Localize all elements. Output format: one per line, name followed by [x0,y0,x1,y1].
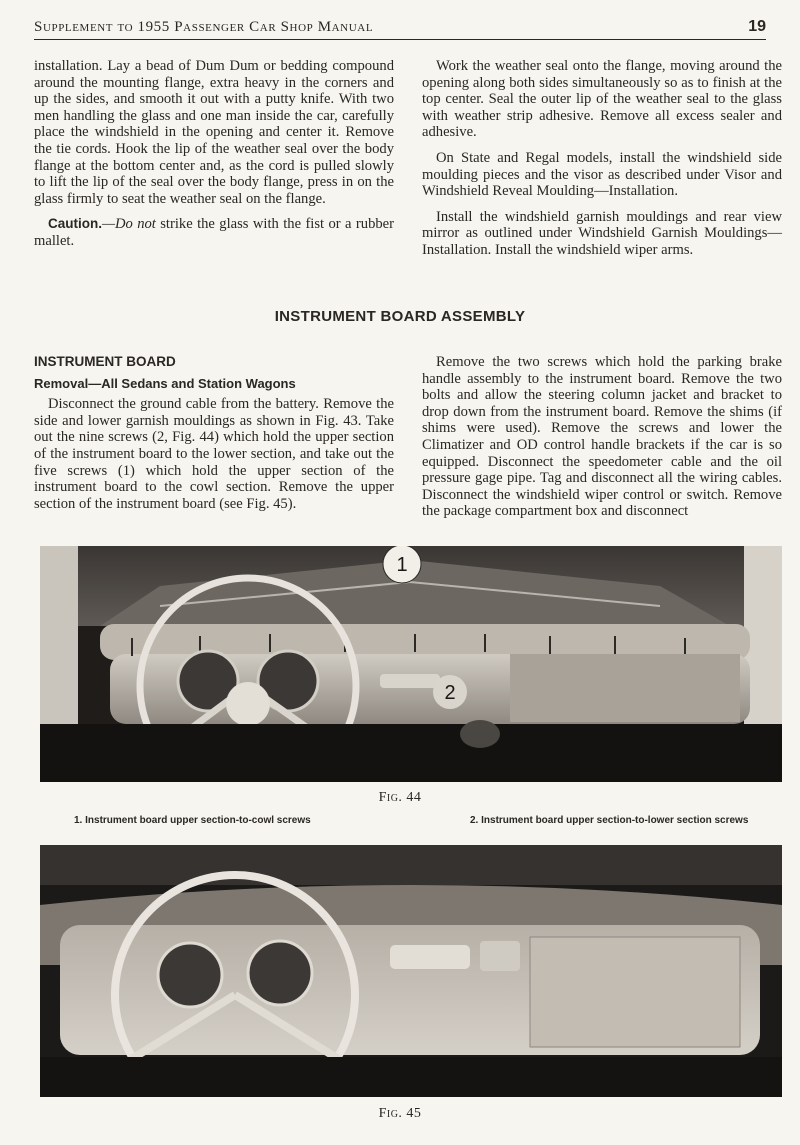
paragraph: On State and Regal models, install the windshield side moulding pieces and the visor as described under Visor and Windshield Reveal Moulding—Installation. [422,149,782,200]
paragraph: Remove the two screws which hold the parking brake handle assembly to the instrument board. Remove the two bolts and allow the steering column jacket and bracket to drop down from the instrument board. Remove the shims (if shims were used). Remove the screws and lower the Climatizer and OD control handle brackets if the car is so equipped. Disconnect the speedometer cable and the oil pressure gage pipe. Tag and disconnect all the wiring cables. Disconnect the windshield wiper control or switch. Remove the package compartment box and disconnect [422,354,782,520]
dashboard-photo-44 [40,546,782,782]
caution-label: Caution. [48,216,102,232]
callout-1: 1 [396,554,408,576]
paragraph: installation. Lay a bead of Dum Dum or bedding compound around the mounting flange, extra heavy in the corners and up the sides, and smooth it out with a putty knife. With two men handling the glass and one man inside the car, carefully place the windshield in the opening and center it. Remove the tie cords. Hook the lip of the weather seal over the body flange at the bottom center and, as the cord is pulled slowly to lift the lip of the seal over the body flange, press in on the glass firmly to seat the weather seal on the flange. [34,58,394,207]
subheading-removal: Removal—All Sedans and Station Wagons [34,375,296,391]
paragraph: Disconnect the ground cable from the battery. Remove the side and lower garnish mouldings as shown in Fig. 43. Take out the nine screws (2, Fig. 44) which hold the upper section of the instrument board to the lower section, and take out the five screws (1) which hold the upper section of the instrument board to the cowl section. Remove the upper section of the instrument board (see Fig. 45). [34,396,394,512]
figure-44-photo [40,546,782,782]
running-head: Supplement to 1955 Passenger Car Shop Manual [34,19,374,35]
paragraph: Work the weather seal onto the flange, moving around the opening along both sides simultaneously so as to finish at the top center. Seal the outer lip of the weather seal to the glass with weather strip adhesive. Remove all excess sealer and adhesive. [422,58,782,141]
figure-45-photo [40,845,782,1097]
caution-paragraph [34,216,394,249]
figure-45-label: Fig. 45 [378,1106,422,1121]
legend-item-2: 2. Instrument board upper section-to-lower section screws [470,815,749,826]
paragraph: Install the windshield garnish mouldings and rear view mirror as outlined under Windshield Garnish Mouldings—Installation. Install the windshield wiper arms. [422,208,782,258]
legend-item-1: 1. Instrument board upper section-to-cowl screws [74,815,311,826]
dashboard-photo-45 [40,845,782,1097]
figure-44-label: Fig. 44 [378,790,422,805]
middle-left-column [34,354,394,521]
section-title: INSTRUMENT BOARD ASSEMBLY [274,308,526,325]
callout-2: 2 [444,682,456,704]
page-header [34,12,766,40]
page-number: 19 [748,18,766,35]
caution-emphasis: —Do not [102,216,156,233]
caution-text: strike the glass with the fist or a rubber mallet. [34,216,395,249]
middle-right-column [422,354,782,529]
heading-instrument-board: INSTRUMENT BOARD [34,354,176,369]
top-left-column [34,58,394,259]
top-right-column [422,58,782,268]
